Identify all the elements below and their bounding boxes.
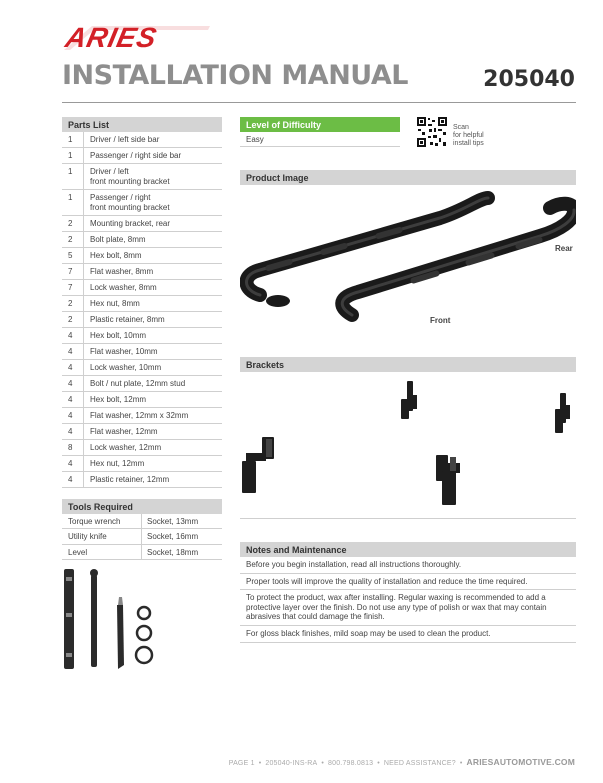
part-qty: 4	[62, 456, 84, 471]
tools-illustration	[62, 565, 162, 673]
parts-list-heading: Parts List	[62, 117, 222, 132]
footer-page: PAGE 1	[228, 760, 255, 767]
front-bracket-left	[242, 437, 274, 493]
note-item: To protect the product, wax after installing. Regular waxing is recommended to add a protective layer over the finish. Do not use any type of polish or wax that may contain abrasives that could damage the finish.	[240, 590, 576, 626]
parts-list-row	[62, 232, 222, 248]
part-description: Flat washer, 10mm	[90, 347, 158, 356]
part-qty: 5	[62, 248, 84, 263]
part-description: Flat washer, 12mm x 32mm	[90, 411, 189, 420]
parts-list-row	[62, 296, 222, 312]
parts-list-row	[62, 248, 222, 264]
part-qty: 2	[62, 296, 84, 311]
tool-name: Level	[62, 545, 142, 559]
parts-list-rows	[62, 132, 222, 488]
part-description: Bolt / nut plate, 12mm stud	[90, 379, 186, 388]
parts-list-row	[62, 328, 222, 344]
part-description: Flat washer, 12mm	[90, 427, 158, 436]
parts-list-row	[62, 344, 222, 360]
page-footer: PAGE 1 • 205040-INS-RA • 800.798.0813 • NEED ASSISTANCE? • ARIESAUTOMOTIVE.COM	[228, 757, 575, 767]
front-bracket-right	[436, 455, 460, 505]
part-description: Lock washer, 12mm	[90, 443, 162, 452]
notes-section	[240, 542, 576, 643]
level-tool-icon	[64, 569, 74, 669]
side-bars-image	[240, 190, 576, 330]
difficulty-heading: Level of Difficulty	[240, 117, 400, 132]
qr-caption: Scan for helpful install tips	[453, 124, 484, 147]
part-description: Lock washer, 8mm	[90, 283, 157, 292]
part-qty: 4	[62, 376, 84, 391]
tools-row	[62, 545, 222, 560]
front-label: Front	[430, 316, 451, 325]
tools-heading: Tools Required	[62, 499, 222, 514]
socket-size: Socket, 18mm	[147, 547, 199, 557]
part-qty: 1	[62, 164, 84, 189]
notes-rows	[240, 557, 576, 643]
part-description: Hex bolt, 8mm	[90, 251, 142, 260]
parts-list-row	[62, 440, 222, 456]
footer-phone: 800.798.0813	[328, 760, 374, 767]
rear-bracket-right	[555, 393, 570, 433]
footer-website-link[interactable]: ARIESAUTOMOTIVE.COM	[466, 757, 575, 767]
footer-doc-id: 205040-INS-RA	[265, 760, 318, 767]
manual-title: INSTALLATION MANUAL	[62, 60, 408, 91]
parts-list-row	[62, 280, 222, 296]
brackets-heading: Brackets	[240, 357, 576, 372]
parts-list-row	[62, 312, 222, 328]
parts-list-row	[62, 408, 222, 424]
tools-required	[62, 499, 222, 560]
part-qty: 1	[62, 190, 84, 215]
part-description: Passenger / right side bar	[90, 151, 182, 160]
sockets-icon	[136, 607, 152, 663]
note-item: Before you begin installation, read all instructions thoroughly.	[240, 557, 576, 574]
parts-list-row	[62, 376, 222, 392]
part-description: Hex nut, 8mm	[90, 299, 140, 308]
note-item: Proper tools will improve the quality of installation and reduce the time required.	[240, 574, 576, 591]
product-image-heading: Product Image	[240, 170, 576, 185]
part-description: Driver / left front mounting bracket	[90, 167, 170, 186]
tools-row	[62, 529, 222, 544]
part-qty: 7	[62, 264, 84, 279]
difficulty	[240, 117, 400, 147]
parts-list-row	[62, 164, 222, 190]
part-number: 205040	[483, 67, 575, 92]
part-qty: 4	[62, 392, 84, 407]
parts-list-row	[62, 264, 222, 280]
rear-bracket-left	[401, 381, 417, 419]
parts-list-row	[62, 456, 222, 472]
socket-size: Socket, 16mm	[147, 532, 199, 542]
tool-name: Torque wrench	[62, 514, 142, 528]
part-description: Plastic retainer, 12mm	[90, 475, 170, 484]
brackets-section	[240, 357, 576, 372]
aries-logo-text: ARIES	[62, 22, 160, 53]
torque-wrench-icon	[90, 569, 98, 667]
footer-assist: NEED ASSISTANCE?	[383, 760, 456, 767]
part-qty: 4	[62, 344, 84, 359]
brackets-image	[240, 375, 576, 520]
front-side-bar	[342, 204, 574, 315]
parts-list	[62, 117, 222, 488]
parts-list-row	[62, 424, 222, 440]
utility-knife-icon	[117, 597, 124, 669]
part-qty: 8	[62, 440, 84, 455]
part-description: Driver / left side bar	[90, 135, 160, 144]
difficulty-value: Easy	[240, 132, 400, 147]
parts-list-row	[62, 216, 222, 232]
parts-list-row	[62, 148, 222, 164]
part-qty: 2	[62, 232, 84, 247]
part-qty: 2	[62, 216, 84, 231]
part-description: Hex nut, 12mm	[90, 459, 145, 468]
qr-code-icon[interactable]	[416, 116, 448, 148]
part-qty: 2	[62, 312, 84, 327]
notes-heading: Notes and Maintenance	[240, 542, 576, 557]
part-description: Lock washer, 10mm	[90, 363, 162, 372]
part-description: Passenger / right front mounting bracket	[90, 193, 170, 212]
tools-row	[62, 514, 222, 529]
part-description: Mounting bracket, rear	[90, 219, 171, 228]
rear-label: Rear	[555, 244, 573, 253]
parts-list-row	[62, 132, 222, 148]
part-qty: 4	[62, 328, 84, 343]
parts-list-row	[62, 392, 222, 408]
title-divider	[62, 102, 576, 103]
part-description: Hex bolt, 12mm	[90, 395, 147, 404]
part-qty: 4	[62, 424, 84, 439]
parts-list-row	[62, 472, 222, 488]
parts-list-row	[62, 360, 222, 376]
part-description: Bolt plate, 8mm	[90, 235, 146, 244]
product-image-section	[240, 170, 576, 185]
tool-name: Utility knife	[62, 529, 142, 543]
socket-size: Socket, 13mm	[147, 517, 199, 526]
part-description: Plastic retainer, 8mm	[90, 315, 165, 324]
part-qty: 4	[62, 360, 84, 375]
part-qty: 4	[62, 472, 84, 487]
part-qty: 1	[62, 148, 84, 163]
part-qty: 4	[62, 408, 84, 423]
parts-list-row	[62, 190, 222, 216]
part-qty: 7	[62, 280, 84, 295]
part-description: Flat washer, 8mm	[90, 267, 154, 276]
tools-rows	[62, 514, 222, 560]
brackets-divider	[240, 518, 576, 519]
part-description: Hex bolt, 10mm	[90, 331, 147, 340]
note-item: For gloss black finishes, mild soap may be used to clean the product.	[240, 626, 576, 643]
part-qty: 1	[62, 132, 84, 147]
